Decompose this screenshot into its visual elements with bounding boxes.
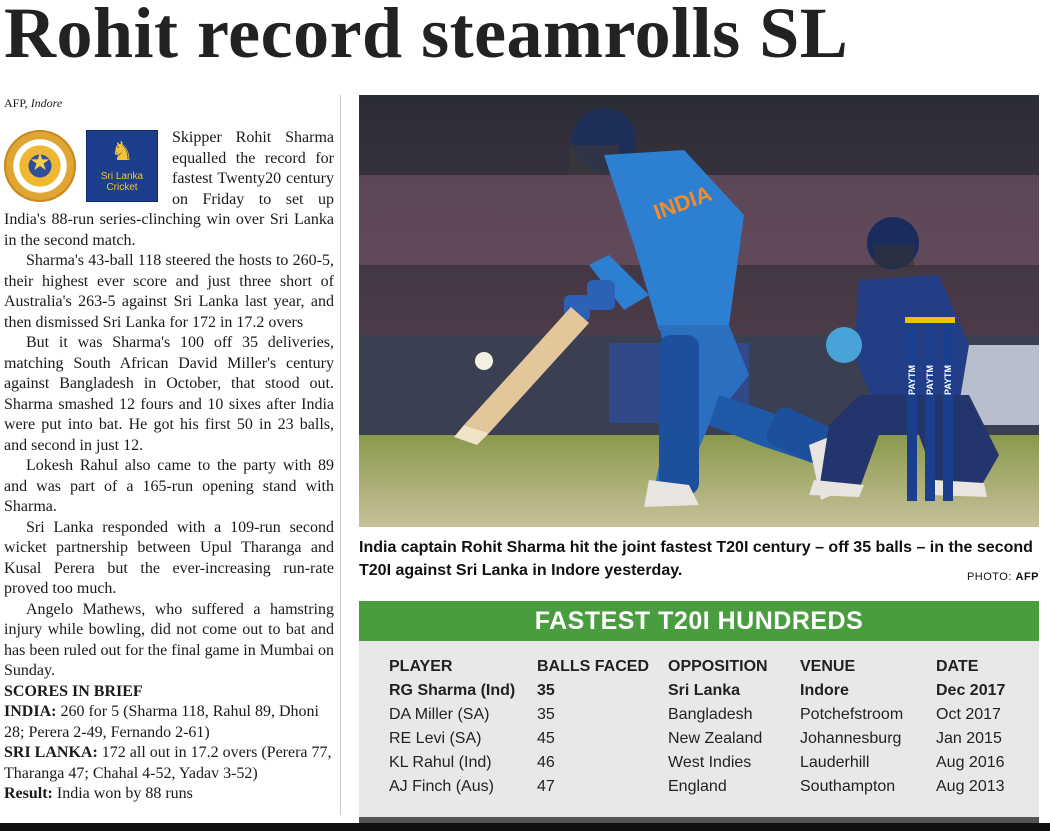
table-row xyxy=(389,751,1026,775)
article-paragraph: Sharma's 43-ball 118 steered the hosts to 260-5, their highest ever score and just three short of Australia's 263-5 against Sri Lanka last year, and then dismissed Sri Lanka for 172 in 17.2 overs xyxy=(4,252,334,331)
photo-caption xyxy=(359,536,1041,582)
column-divider xyxy=(340,95,341,815)
byline-agency: AFP, xyxy=(4,96,28,110)
credit-label: PHOTO: xyxy=(966,571,1012,583)
scores-in-brief xyxy=(4,682,334,805)
sri-lanka-cricket-logo-icon: ♞ Sri Lanka Cricket xyxy=(86,130,158,202)
cell-opposition: West Indies xyxy=(668,754,752,771)
byline-place: Indore xyxy=(30,96,63,110)
cell-date: Aug 2016 xyxy=(936,754,1005,771)
fastest-hundreds-table xyxy=(389,655,1026,799)
result-label: Result: xyxy=(4,785,53,802)
score-sl-text: 172 all out in 17.2 overs (Perera 77, Tharanga 47; Chahal 4-52, Yadav 3-52) xyxy=(4,744,332,782)
credit-source: AFP xyxy=(1015,571,1039,583)
cell-balls: 46 xyxy=(537,754,555,771)
headline: Rohit record steamrolls SL xyxy=(4,0,849,73)
stump-text: PAYTM xyxy=(943,364,953,395)
article-paragraph: Skipper Rohit Sharma equalled the record for fastest Twenty20 century on Friday to set up India's 88-run series-clinching win over Sri Lanka in the second match. xyxy=(4,129,334,249)
article-paragraph: Angelo Mathews, who suffered a hamstring injury while bowling, did not come out to bat and has been ruled out for the final game in Mumbai on Sunday. xyxy=(4,600,334,679)
ball-icon xyxy=(475,352,493,370)
fastest-hundreds-box xyxy=(359,601,1039,823)
cell-opposition: New Zealand xyxy=(668,730,763,747)
cell-balls: 45 xyxy=(537,730,555,747)
stump-text: PAYTM xyxy=(907,364,917,395)
article-paragraph: Sri Lanka responded with a 109-run second wicket partnership between Upul Tharanga and Kusal Perera but the ever-increasing run-rate proved too much. xyxy=(4,518,334,597)
table-title: FASTEST T20I HUNDREDS xyxy=(359,601,1039,641)
cell-venue: Southampton xyxy=(800,778,896,795)
cell-venue: Johannesburg xyxy=(800,730,902,747)
byline xyxy=(4,96,62,111)
bcci-logo-icon: ★ xyxy=(4,130,76,202)
sl-logo-text-2: Cricket xyxy=(106,182,138,193)
jersey-text: INDIA xyxy=(650,180,715,225)
cell-player: RG Sharma (Ind) xyxy=(389,682,516,699)
cell-player: KL Rahul (Ind) xyxy=(389,754,492,771)
table-header-row xyxy=(389,655,1026,679)
team-logos xyxy=(4,128,164,208)
article-paragraph: Lokesh Rahul also came to the party with 89 and was part of a 165-run opening stand with Sharma. xyxy=(4,457,334,515)
cell-balls: 47 xyxy=(537,778,555,795)
cell-player: AJ Finch (Aus) xyxy=(389,778,494,795)
table-row xyxy=(389,727,1026,751)
cell-player: RE Levi (SA) xyxy=(389,730,482,747)
cell-balls: 35 xyxy=(537,682,555,699)
scores-heading: SCORES IN BRIEF xyxy=(4,682,143,700)
cell-date: Jan 2015 xyxy=(936,730,1002,747)
cell-opposition: England xyxy=(668,778,727,795)
header-opposition: OPPOSITION xyxy=(668,658,768,675)
cell-date: Aug 2013 xyxy=(936,778,1005,795)
article-paragraph: But it was Sharma's 100 off 35 deliveries, matching South African David Miller's century against Bangladesh in October, that stood out. Sharma smashed 12 fours and 10 sixes after India were put into bat. He got his first 50 in 23 balls, and second in just 12. xyxy=(4,334,334,454)
cell-opposition: Bangladesh xyxy=(668,706,753,723)
stumps xyxy=(905,317,955,501)
page-bottom-rule xyxy=(0,823,1050,831)
cell-opposition: Sri Lanka xyxy=(668,682,741,699)
result-text: India won by 88 runs xyxy=(52,785,193,802)
table-row xyxy=(389,775,1026,799)
cell-venue: Indore xyxy=(800,682,849,699)
header-date: DATE xyxy=(936,658,979,675)
table-row xyxy=(389,703,1026,727)
cell-date: Dec 2017 xyxy=(936,682,1006,699)
caption-text: India captain Rohit Sharma hit the joint fastest T20I century – off 35 balls – in the second T20I against Sri Lanka in Indore yesterday. xyxy=(359,539,1033,579)
match-result xyxy=(4,784,334,805)
cell-venue: Potchefstroom xyxy=(800,706,904,723)
score-india-text: 260 for 5 (Sharma 118, Rahul 89, Dhoni 28; Perera 2-49, Fernando 2-61) xyxy=(4,703,319,741)
score-sl-label: SRI LANKA: xyxy=(4,744,98,761)
cell-date: Oct 2017 xyxy=(936,706,1001,723)
sl-logo-text-1: Sri Lanka xyxy=(100,171,144,182)
table-row xyxy=(389,679,1026,703)
article-body xyxy=(4,128,334,805)
score-sri-lanka xyxy=(4,743,334,784)
header-balls: BALLS FACED xyxy=(537,658,649,675)
header-venue: VENUE xyxy=(800,658,856,675)
cell-venue: Lauderhill xyxy=(800,754,870,771)
cell-balls: 35 xyxy=(537,706,555,723)
score-india-label: INDIA: xyxy=(4,703,57,720)
cell-player: DA Miller (SA) xyxy=(389,706,490,723)
score-india xyxy=(4,702,334,743)
photo-credit xyxy=(967,566,1039,589)
header-player: PLAYER xyxy=(389,658,453,675)
match-photo xyxy=(359,95,1039,527)
stump-text: PAYTM xyxy=(925,364,935,395)
